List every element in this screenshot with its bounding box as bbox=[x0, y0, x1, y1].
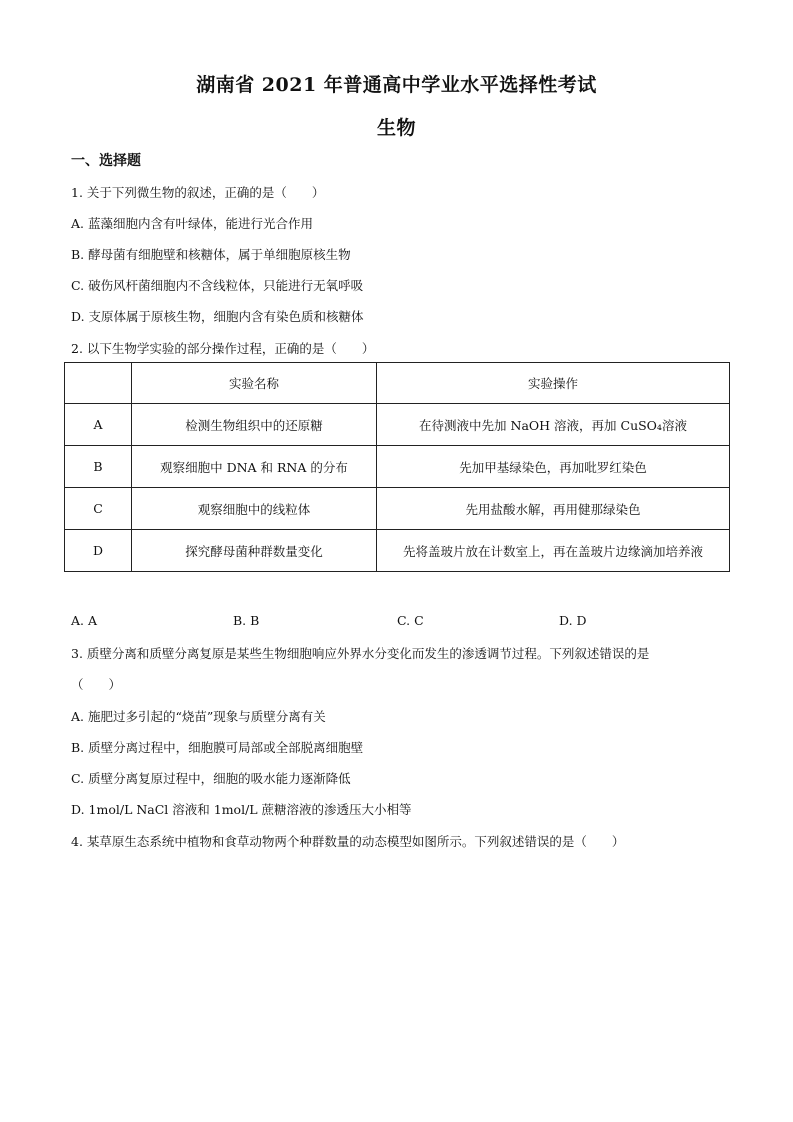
q2-choice-d: D. D bbox=[559, 613, 587, 628]
q1-stem: 1. 关于下列微生物的叙述，正确的是（ ） bbox=[71, 185, 325, 200]
q2-choice-b: B. B bbox=[233, 613, 260, 628]
q1-option-c: C. 破伤风杆菌细胞内不含线粒体，只能进行无氧呼吸 bbox=[71, 278, 364, 293]
table-header-row bbox=[65, 363, 730, 404]
q1-option-b: B. 酵母菌有细胞壁和核糖体，属于单细胞原核生物 bbox=[71, 247, 351, 262]
table-row bbox=[65, 488, 730, 530]
q4-stem: 4. 某草原生态系统中植物和食草动物两个种群数量的动态模型如图所示。下列叙述错误的是（ ） bbox=[71, 834, 625, 849]
q2-stem: 2. 以下生物学实验的部分操作过程，正确的是（ ） bbox=[71, 341, 375, 356]
table-cell: 观察细胞中 DNA 和 RNA 的分布 bbox=[132, 446, 377, 488]
table-cell: 观察细胞中的线粒体 bbox=[132, 488, 377, 530]
page-title: 湖南省 2021 年普通高中学业水平选择性考试 bbox=[196, 74, 597, 96]
table-header-cell: 实验名称 bbox=[132, 363, 377, 404]
table-cell: 先加甲基绿染色，再加吡罗红染色 bbox=[377, 446, 730, 488]
table-cell: 先用盐酸水解，再用健那绿染色 bbox=[377, 488, 730, 530]
table-header-cell bbox=[65, 363, 132, 404]
table-row bbox=[65, 446, 730, 488]
subject-title: 生物 bbox=[376, 117, 416, 139]
table-cell: A bbox=[65, 404, 132, 446]
q2-choice-a: A. A bbox=[71, 613, 98, 628]
table-cell: C bbox=[65, 488, 132, 530]
section-heading: 一、选择题 bbox=[71, 153, 141, 169]
q2-choice-c: C. C bbox=[397, 613, 424, 628]
q3-option-d: D. 1mol/L NaCl 溶液和 1mol/L 蔗糖溶液的渗透压大小相等 bbox=[71, 802, 412, 817]
q1-option-a: A. 蓝藻细胞内含有叶绿体，能进行光合作用 bbox=[71, 216, 313, 231]
experiment-table bbox=[64, 362, 730, 572]
q3-stem-continued: （ ） bbox=[71, 677, 122, 692]
table-cell: 探究酵母菌种群数量变化 bbox=[132, 530, 377, 572]
table-row bbox=[65, 404, 730, 446]
q3-option-b: B. 质壁分离过程中，细胞膜可局部或全部脱离细胞壁 bbox=[71, 740, 364, 755]
table-cell: 检测生物组织中的还原糖 bbox=[132, 404, 377, 446]
q3-option-c: C. 质壁分离复原过程中，细胞的吸水能力逐渐降低 bbox=[71, 771, 351, 786]
q3-stem: 3. 质壁分离和质壁分离复原是某些生物细胞响应外界水分变化而发生的渗透调节过程。下列叙述错误的是 bbox=[71, 646, 650, 661]
table-row bbox=[65, 530, 730, 572]
q3-option-a: A. 施肥过多引起的“烧苗”现象与质壁分离有关 bbox=[71, 709, 326, 724]
table-cell: 先将盖玻片放在计数室上，再在盖玻片边缘滴加培养液 bbox=[377, 530, 730, 572]
table-cell: 在待测液中先加 NaOH 溶液，再加 CuSO₄溶液 bbox=[377, 404, 730, 446]
q1-option-d: D. 支原体属于原核生物，细胞内含有染色质和核糖体 bbox=[71, 309, 364, 324]
table-cell: B bbox=[65, 446, 132, 488]
table-cell: D bbox=[65, 530, 132, 572]
table-header-cell: 实验操作 bbox=[377, 363, 730, 404]
